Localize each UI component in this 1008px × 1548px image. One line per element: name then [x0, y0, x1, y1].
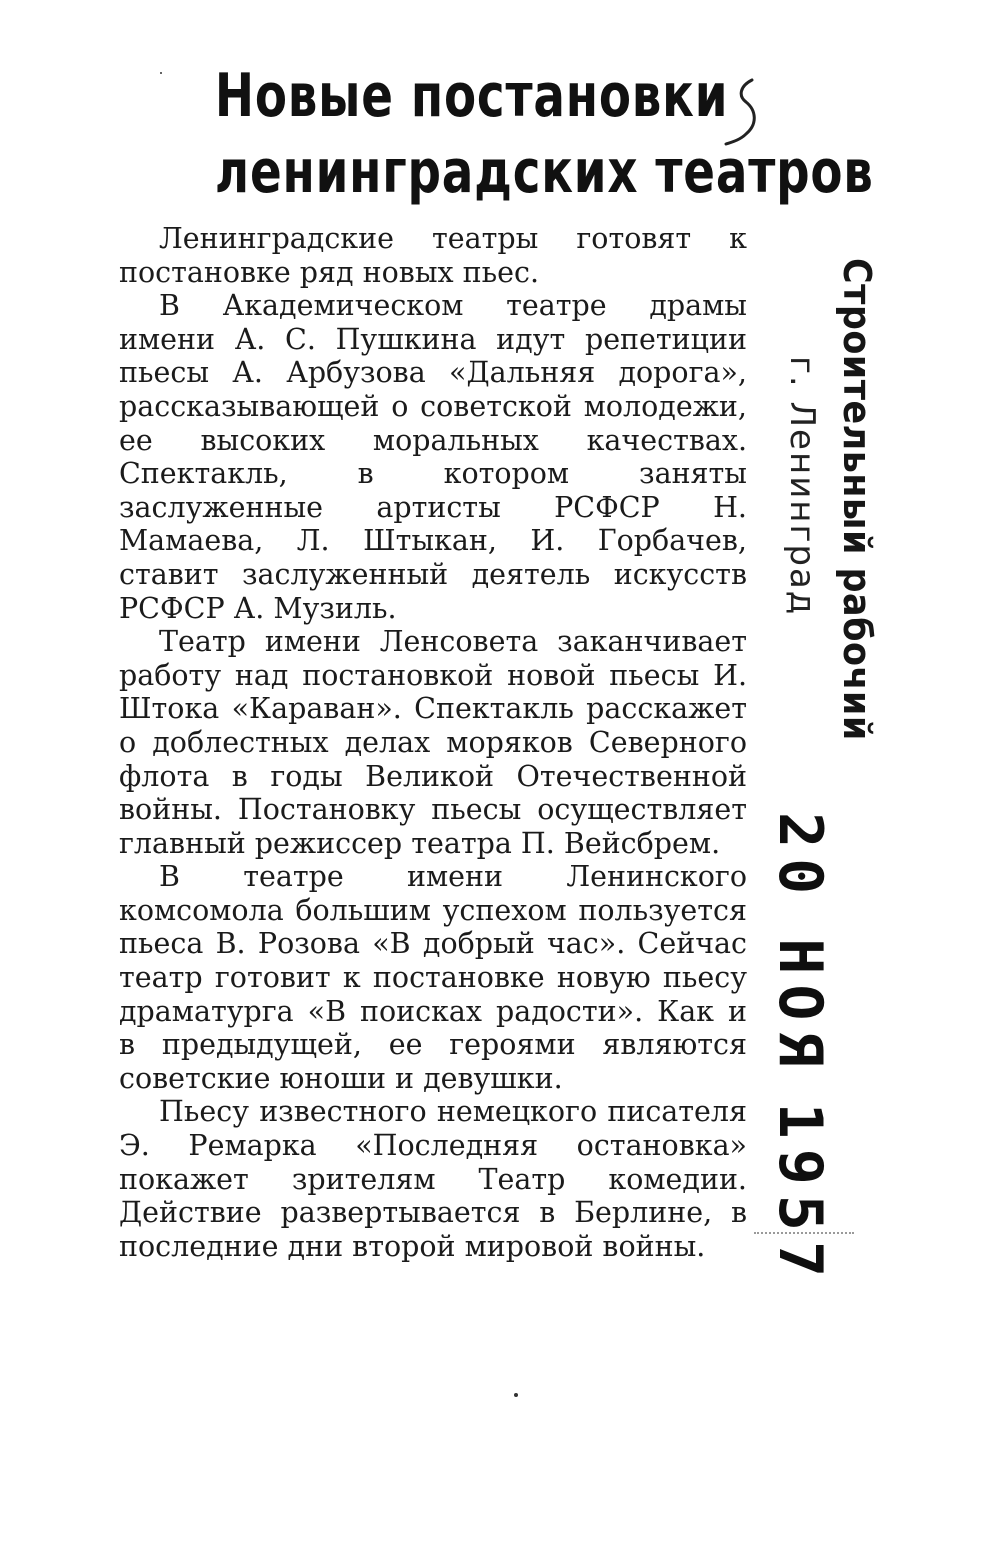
article-paragraph: В театре имени Ленинского комсомола большим успехом пользуется пьеса В. Розова «В добрый час». Сейчас театр готовит к постановке новую пьесу драматурга «В поисках радости». Как и в предыдущей, ее героями являются советские юноши и девушки. [119, 860, 747, 1095]
article-headline [214, 58, 874, 210]
article-paragraph: В Академическом театре драмы имени А. С. Пушкина идут репетиции пьесы А. Арбузова «Дальняя дорога», рассказывающей о советской молодежи, ее высоких моральных качествах. Спектакль, в котором заняты заслуженные артисты РСФСР Н. Мамаева, Л. Штыкан, И. Горбачев, ставит заслуженный деятель искусств РСФСР А. Музиль. [119, 289, 747, 625]
handwritten-mark [712, 72, 772, 162]
source-stamp [782, 258, 880, 783]
date-stamp [765, 812, 835, 1288]
article-paragraph: Пьесу известного немецкого писателя Э. Ремарка «Последняя остановка» покажет зрителям Театр комедии. Действие развертывается в Берлине, в последние дни второй мировой войны. [119, 1095, 747, 1263]
date-day: 20 [765, 812, 835, 905]
headline-line-1: Новые постановки [214, 61, 729, 131]
date-month: НОЯ [765, 938, 835, 1077]
dotted-divider [754, 1232, 854, 1236]
article-paragraph: Ленинградские театры готовят к постановке ряд новых пьес. [119, 222, 747, 289]
publication-name: Строительный рабочий [835, 258, 879, 741]
ink-speck [514, 1393, 518, 1397]
date-year: 1957 [765, 1102, 835, 1288]
headline-line-2: ленинградских театров [214, 137, 874, 207]
publication-city: г. Ленинград [782, 356, 822, 617]
article-body [119, 222, 747, 1263]
article-paragraph: Театр имени Ленсовета заканчивает работу над постановкой новой пьесы И. Штока «Караван». Спектакль расскажет о доблестных делах моряков Северного флота в годы Великой Отечественной войны. Постановку пьесы осуществляет главный режиссер театра П. Вейсбрем. [119, 625, 747, 860]
ink-speck [160, 72, 162, 74]
